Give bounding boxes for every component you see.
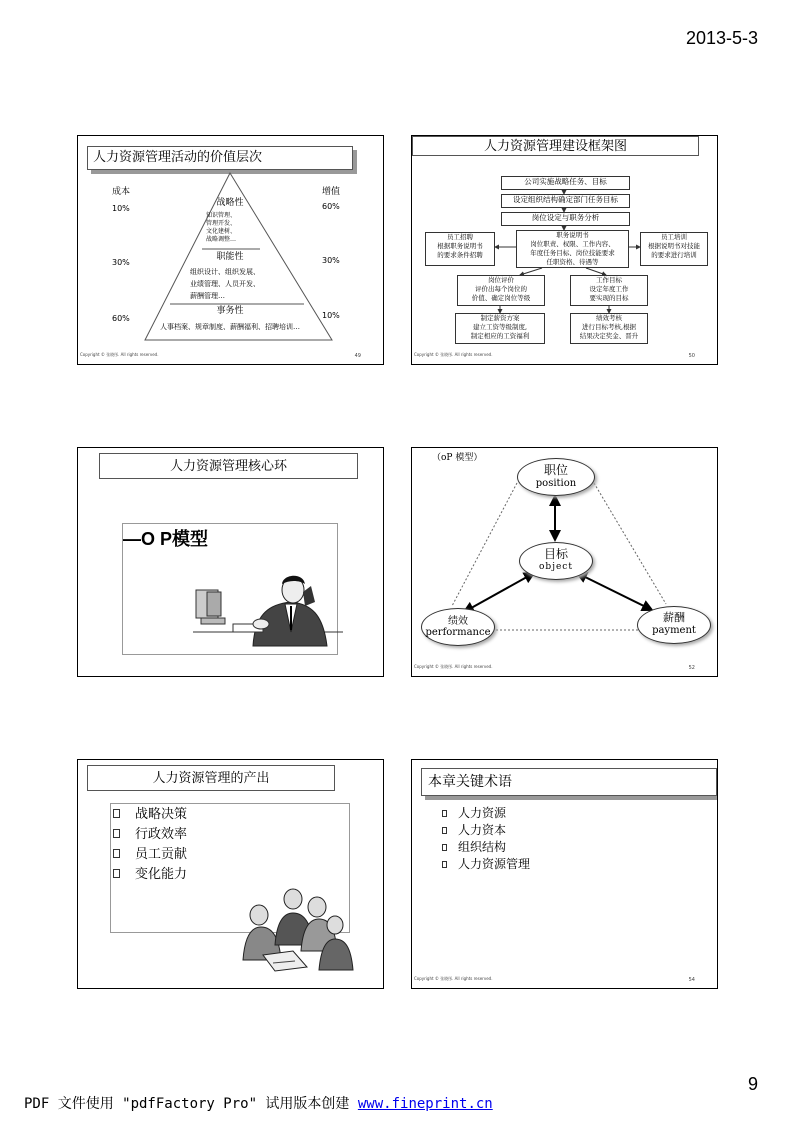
copyright: Copyright © 张晓彤. All rights reserved. bbox=[414, 976, 493, 981]
bullet-box-icon bbox=[113, 809, 120, 818]
node-performance-cn: 绩效 bbox=[448, 616, 468, 627]
node-object bbox=[519, 542, 593, 580]
list-item: 人力资源 bbox=[442, 805, 530, 822]
footer-text: PDF 文件使用 "pdfFactory Pro" 试用版本创建 bbox=[24, 1096, 358, 1112]
node-position-en: position bbox=[535, 478, 577, 489]
key-terms-list bbox=[442, 805, 530, 873]
node-performance bbox=[421, 608, 495, 646]
value-pct-bot: 10% bbox=[322, 311, 340, 320]
flow-box-job-description: 职务说明书 岗位职责、权限、工作内容、 年度任务目标、岗位技能要求 任职资格、待遇等 bbox=[516, 230, 629, 268]
node-performance-en: performance bbox=[425, 627, 491, 638]
slide-title: 人力资源管理建设框架图 bbox=[412, 136, 699, 156]
slide-number: 54 bbox=[688, 977, 695, 983]
cost-pct-top: 10% bbox=[112, 204, 130, 213]
value-pct-top: 60% bbox=[322, 202, 340, 211]
slide-title: 人力资源管理的产出 bbox=[87, 765, 335, 791]
list-item: 行政效率 bbox=[113, 825, 187, 845]
flow-box-recruitment: 员工招聘 根据职务说明书 的要求条件招聘 bbox=[425, 232, 495, 266]
transactional-title: 事务性 bbox=[216, 306, 244, 316]
node-payment-en: payment bbox=[652, 625, 696, 636]
value-header: 增值 bbox=[322, 187, 341, 197]
slide-value-hierarchy bbox=[77, 135, 384, 365]
flow-box-structure: 设定组织结构确定部门任务目标 bbox=[501, 194, 630, 208]
flow-box-salary-plan: 制定薪资方案 建立工资等级制度, 制定相应的工资福利 bbox=[455, 313, 545, 344]
slide-op-model-diagram bbox=[411, 447, 718, 677]
output-list bbox=[113, 805, 187, 885]
flow-box-performance: 绩效考核 进行目标考核,根据 结果决定奖金、晋升 bbox=[570, 313, 648, 344]
node-object-cn: 目标 bbox=[543, 547, 568, 561]
team-meeting-clipart bbox=[223, 885, 363, 975]
page-number: 9 bbox=[747, 1074, 758, 1094]
strategic-title: 战略性 bbox=[216, 198, 244, 208]
value-pct-mid: 30% bbox=[322, 256, 340, 265]
transactional-items: 人事档案、规章制度、薪酬福利、招聘培训… bbox=[160, 323, 300, 331]
node-object-en: object bbox=[539, 562, 573, 572]
copyright: Copyright © 张晓彤. All rights reserved. bbox=[414, 664, 493, 669]
flow-box-job-analysis: 岗位设定与职务分析 bbox=[501, 212, 630, 226]
cost-pct-bot: 60% bbox=[112, 314, 130, 323]
node-payment bbox=[637, 606, 711, 644]
bullet-box-icon bbox=[113, 829, 120, 838]
slide-number: 52 bbox=[688, 665, 695, 671]
slide-number: 50 bbox=[688, 353, 695, 359]
list-item: 人力资本 bbox=[442, 822, 530, 839]
list-item: 员工贡献 bbox=[113, 845, 187, 865]
strategic-items: 知识管理、 管理开发、 文化建树、 战略调整… bbox=[206, 212, 237, 243]
list-item: 战略决策 bbox=[113, 805, 187, 825]
slide-framework bbox=[411, 135, 718, 365]
slide-title: 人力资源管理核心环 bbox=[99, 453, 358, 479]
bullet-box-icon bbox=[442, 844, 447, 851]
bullet-box-icon bbox=[442, 810, 447, 817]
flow-box-work-goal: 工作目标 设定年度工作 要实现的目标 bbox=[570, 275, 648, 306]
slide-number: 49 bbox=[354, 353, 361, 359]
bullet-box-icon bbox=[113, 849, 120, 858]
bullet-box-icon bbox=[442, 827, 447, 834]
flow-box-strategy: 公司实施战略任务、目标 bbox=[501, 176, 630, 190]
flow-box-training: 员工培训 根据说明书对技能 的要求进行培训 bbox=[640, 232, 708, 266]
copyright: Copyright © 张晓彤. All rights reserved. bbox=[414, 352, 493, 357]
copyright: Copyright © 张晓彤. All rights reserved. bbox=[80, 352, 159, 357]
slide-op-model-intro bbox=[77, 447, 384, 677]
slide-key-terms bbox=[411, 759, 718, 989]
bullet-box-icon bbox=[113, 869, 120, 878]
slide-title: 本章关键术语 bbox=[421, 768, 717, 796]
list-item: 人力资源管理 bbox=[442, 856, 530, 873]
footer-link[interactable]: www.fineprint.cn bbox=[357, 1096, 493, 1112]
bullet-box-icon bbox=[442, 861, 447, 868]
node-position bbox=[517, 458, 595, 496]
businessman-phone-clipart bbox=[193, 572, 343, 652]
node-payment-cn: 薪酬 bbox=[663, 611, 685, 624]
slide-hr-output bbox=[77, 759, 384, 989]
flow-box-job-evaluation: 岗位评价 评价出每个岗位的 价值、确定岗位等级 bbox=[457, 275, 545, 306]
model-label: （oP 模型） bbox=[432, 453, 483, 463]
list-item: 变化能力 bbox=[113, 865, 187, 885]
functional-title: 职能性 bbox=[216, 252, 244, 262]
cost-pct-mid: 30% bbox=[112, 258, 130, 267]
cost-header: 成本 bbox=[112, 187, 131, 197]
print-date: 2013-5-3 bbox=[685, 28, 758, 48]
subtitle: —O P模型 bbox=[123, 529, 209, 549]
pdf-footer bbox=[24, 1093, 493, 1113]
list-item: 组织结构 bbox=[442, 839, 530, 856]
slide-title: 人力资源管理活动的价值层次 bbox=[87, 146, 353, 170]
node-position-cn: 职位 bbox=[543, 463, 568, 477]
functional-items: 组织设计、组织发展、 业绩管理、人员开发、 薪酬管理… bbox=[190, 268, 260, 300]
